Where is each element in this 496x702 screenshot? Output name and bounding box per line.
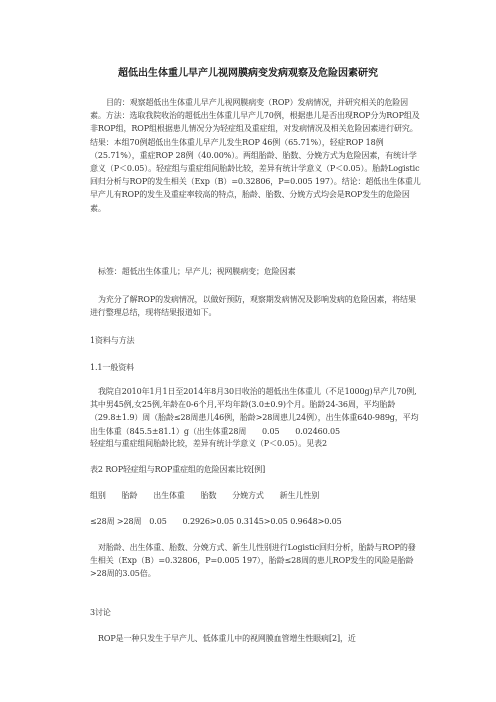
section-heading-3 [90,606,422,619]
table-header-block [90,489,422,502]
abstract-paragraph: 目的：观察超低出生体重儿早产儿视网膜病变（ROP）发病情况，并研究相关的危险因素。方法：选取我院收治的超低出生体重儿早产儿70例，根据患儿是否出现ROP分为ROP组及非ROP组，ROP组根据患儿情况分为轻症组及重症组，对发病情况及相关危险因素进行研究。结果：本组70例超低出生体重儿早产儿发生ROP 46例（65.71%），轻症ROP 18例（25.71%），重症ROP 28例（40.00%）。两组胎龄、胎数、分娩方式为危险因素，有统计学意义（P＜0.05）。轻症组与重症组间胎龄比较，差异有统计学意义（P＜0.05）。胎龄Logistic回归分析与ROP的发生相关（Exp（B）=0.32806，P=0.005 197）。结论：超低出生体重儿早产儿有ROP的发生及重症率较高的特点，胎龄、胎数、分娩方式均会是ROP发生的危险因素。 [90,98,421,213]
logistic-block [90,541,422,581]
discussion-paragraph: ROP是一种只发生于早产儿、低体重儿中的视网膜血管增生性眼病[2]，近 [98,634,356,643]
data-paragraph: 我院自2010年1月1日至2014年8月30日收治的超低出生体重儿（不足1000g)早产儿70例,其中男45例,女25例,年龄在0-6个月,平均年龄(3.0±0.9)个月。胎龄24-36周，平均胎龄（29.8±1.9）周（胎龄≤28周患儿46例，胎龄>28周患儿24例），出生体重640-989g，平均出生体重（845.5±81.1）g（出生体重28周 0.05 0.02460.05 [90,387,419,436]
compare-line: 轻症组与重症组间胎龄比较，差异有统计学意义（P＜0.05）。见表2 [90,439,327,448]
table-title-block [90,463,422,476]
section-heading-1 [90,334,422,347]
table-row-block [90,515,422,528]
section-1-title: 1资料与方法 [90,336,135,345]
compare-block [90,437,422,450]
discussion-block [90,632,422,645]
subsection-heading-1-1 [90,361,422,374]
table-header: 组别 胎龄 出生体重 胎数 分娩方式 新生儿性别 [90,491,320,500]
keywords-line: 标签：超低出生体重儿；早产儿；视网膜病变；危险因素 [98,267,296,276]
abstract-block [90,96,422,215]
keywords-block [90,265,422,278]
paper-title: 超低出生体重儿早产儿视网膜病变发病观察及危险因素研究 [118,68,378,79]
intro-block [90,293,422,319]
intro-paragraph: 为充分了解ROP的发病情况，以做好预防，观察期发病情况及影响发病的危险因素，将结果进行整理总结，现将结果报道如下。 [90,295,416,318]
table-title: 表2 ROP轻症组与ROP重症组的危险因素比较[例] [90,465,266,474]
logistic-paragraph: 对胎龄、出生体重、胎数、分娩方式、新生儿性别进行Logistic回归分析，胎龄与ROP的發生相关（Exp（B）=0.32806，P=0.005 197），胎龄≤28周的患儿ROP发生的风险是胎龄>28周的3.05倍。 [90,543,416,579]
section-3-title: 3讨论 [90,608,111,617]
table-row: ≤28周 >28周 0.05 0.2926>0.05 0.3145>0.05 0.9648>0.05 [90,517,342,526]
data-block [90,385,422,438]
section-1-1-title: 1.1一般资料 [90,363,135,372]
